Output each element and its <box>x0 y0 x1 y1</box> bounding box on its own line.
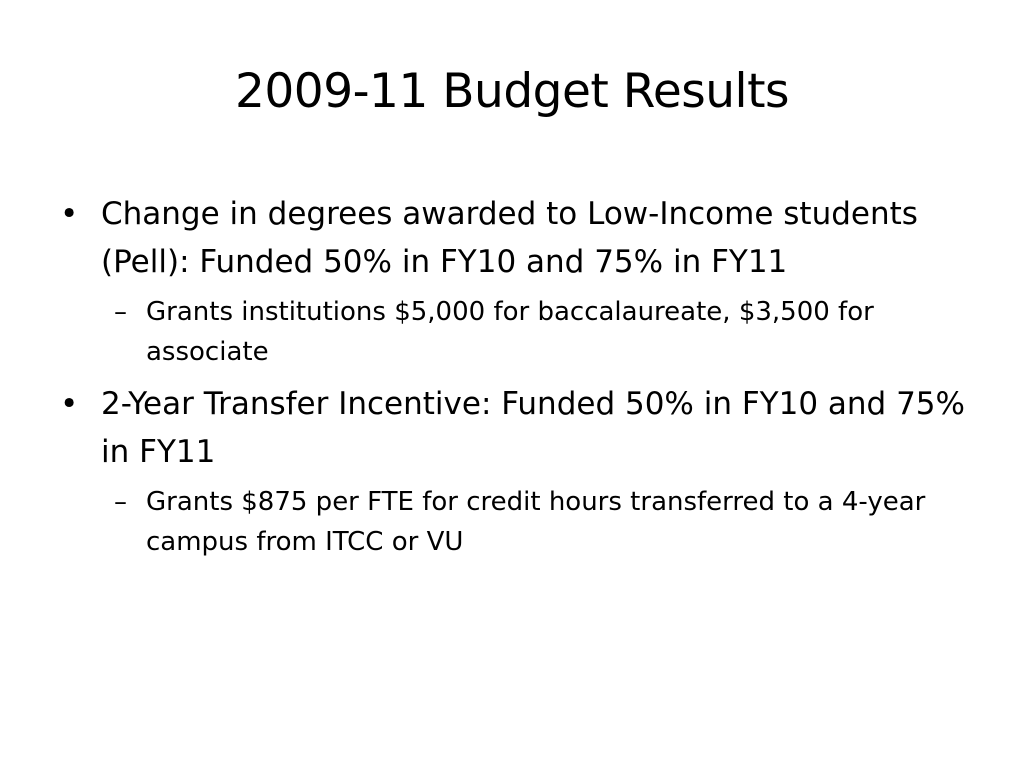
bullet-text: Change in degrees awarded to Low-Income students (Pell): Funded 50% in FY10 and 75% in FY11 <box>101 196 918 280</box>
sub-bullet-marker: – <box>114 487 127 517</box>
sub-bullet-marker: – <box>114 297 127 327</box>
sub-bullet-text: Grants institutions $5,000 for baccalaureate, $3,500 for associate <box>146 297 874 367</box>
sub-bullet-item <box>60 482 975 562</box>
slide-body <box>60 190 975 570</box>
sub-bullet-item <box>60 292 975 372</box>
bullet-item <box>60 380 975 476</box>
slide-title: 2009-11 Budget Results <box>234 64 789 119</box>
bullet-marker: • <box>60 196 79 232</box>
bullet-text: 2-Year Transfer Incentive: Funded 50% in FY10 and 75% in FY11 <box>101 386 965 470</box>
bullet-item <box>60 190 975 286</box>
bullet-marker: • <box>60 386 79 422</box>
sub-bullet-text: Grants $875 per FTE for credit hours transferred to a 4-year campus from ITCC or VU <box>146 487 926 557</box>
